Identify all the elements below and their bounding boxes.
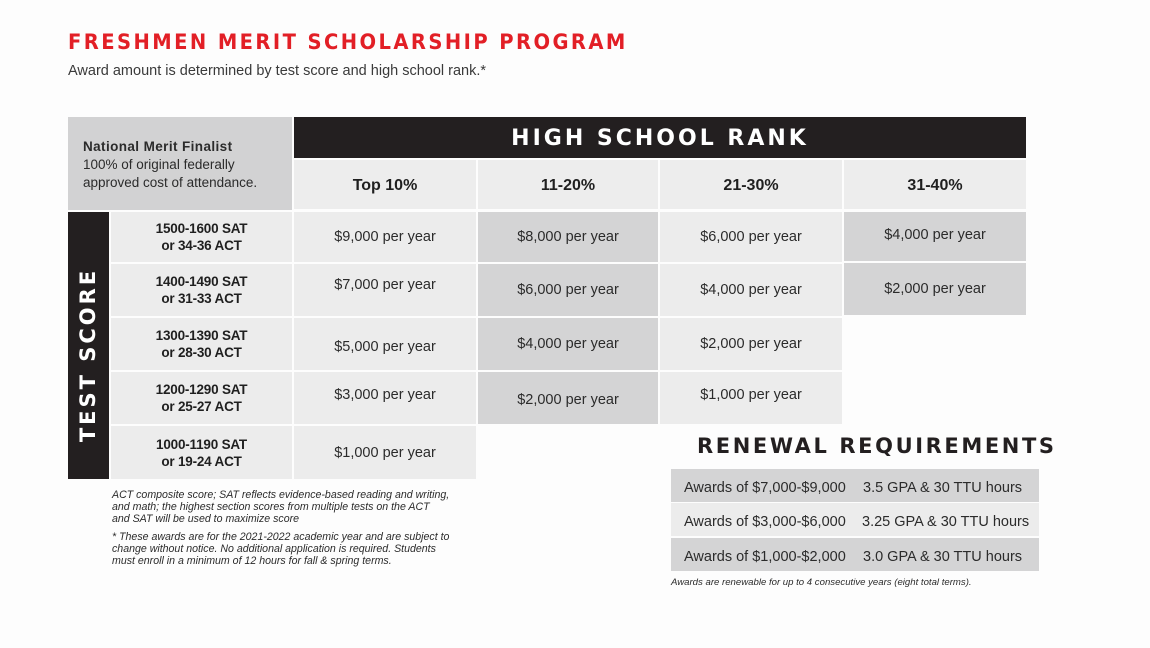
footnote-score — [112, 489, 482, 525]
footnote-terms — [112, 531, 482, 567]
award-cell: $7,000 per year — [294, 264, 476, 316]
row-sat: 1500-1600 SAT — [155, 221, 248, 236]
award-cell: $6,000 per year — [660, 212, 842, 262]
row-sat: 1000-1190 SAT — [156, 436, 247, 452]
row-act: or 28-30 ACT — [161, 345, 242, 360]
award-cell: $6,000 per year — [478, 264, 658, 316]
column-header-31-40: 31-40% — [844, 160, 1026, 209]
award-cell: $4,000 per year — [478, 318, 658, 370]
column-header-top-10: Top 10% — [294, 160, 476, 209]
column-header-11-20: 11-20% — [478, 160, 658, 209]
row-label-1000-1190 — [111, 426, 292, 479]
row-act: or 25-27 ACT — [161, 399, 242, 414]
renewal-range: Awards of $7,000-$9,000 — [684, 480, 846, 496]
award-cell: $1,000 per year — [660, 372, 842, 424]
high-school-rank-header: HIGH SCHOOL RANK — [294, 117, 1026, 158]
award-cell: $9,000 per year — [294, 212, 476, 262]
footnote-line: change without notice. No additional application is required. Students — [112, 543, 436, 555]
national-merit-heading: National Merit Finalist — [83, 139, 233, 154]
award-cell: $2,000 per year — [478, 372, 658, 424]
renewal-row — [671, 503, 1039, 536]
test-score-label: TEST SCORE — [76, 267, 100, 443]
row-sat: 1400-1490 SAT — [155, 274, 248, 289]
renewal-row — [671, 538, 1039, 571]
footnote-line: must enroll in a minimum of 12 hours for fall & spring terms. — [112, 555, 392, 567]
national-merit-line-1: 100% of original federally — [83, 157, 235, 172]
footnote-line: ACT composite score; SAT reflects evidence-based reading and writing, — [112, 489, 450, 501]
award-cell: $2,000 per year — [660, 318, 842, 370]
row-act: or 19-24 ACT — [161, 453, 242, 469]
award-cell: $4,000 per year — [660, 264, 842, 316]
row-sat: 1200-1290 SAT — [155, 382, 248, 397]
award-cell: $4,000 per year — [844, 212, 1026, 261]
column-header-21-30: 21-30% — [660, 160, 842, 209]
row-label-1200-1290 — [111, 372, 292, 424]
award-cell: $2,000 per year — [844, 263, 1026, 315]
renewal-row — [671, 469, 1039, 502]
renewal-title: RENEWAL REQUIREMENTS — [697, 434, 1057, 458]
award-cell: $5,000 per year — [294, 318, 476, 370]
row-label-1400-1490 — [111, 264, 292, 316]
page-title: FRESHMEN MERIT SCHOLARSHIP PROGRAM — [68, 30, 628, 54]
row-label-1500-1600 — [111, 212, 292, 262]
award-cell: $3,000 per year — [294, 372, 476, 424]
renewal-requirement: 3.0 GPA & 30 TTU hours — [863, 549, 1023, 565]
renewal-range: Awards of $3,000-$6,000 — [684, 514, 846, 530]
renewal-range: Awards of $1,000-$2,000 — [684, 549, 846, 565]
footnote-line: and math; the highest section scores from multiple tests on the ACT — [112, 501, 430, 513]
row-label-1300-1390 — [111, 318, 292, 370]
renewal-note: Awards are renewable for up to 4 consecutive years (eight total terms). — [671, 577, 972, 588]
award-cell: $1,000 per year — [294, 426, 476, 479]
row-act: or 34-36 ACT — [161, 238, 242, 253]
renewal-requirement: 3.25 GPA & 30 TTU hours — [862, 514, 1030, 530]
row-act: or 31-33 ACT — [161, 291, 242, 306]
renewal-requirement: 3.5 GPA & 30 TTU hours — [863, 480, 1023, 496]
national-merit-box — [68, 117, 292, 210]
page-subtitle: Award amount is determined by test score and high school rank.* — [68, 63, 487, 79]
award-cell: $8,000 per year — [478, 212, 658, 262]
row-sat: 1300-1390 SAT — [155, 328, 248, 343]
national-merit-line-2: approved cost of attendance. — [83, 175, 258, 190]
footnote-line: and SAT will be used to maximize score — [112, 513, 300, 525]
footnote-line: * These awards are for the 2021-2022 academic year and are subject to — [112, 531, 450, 543]
